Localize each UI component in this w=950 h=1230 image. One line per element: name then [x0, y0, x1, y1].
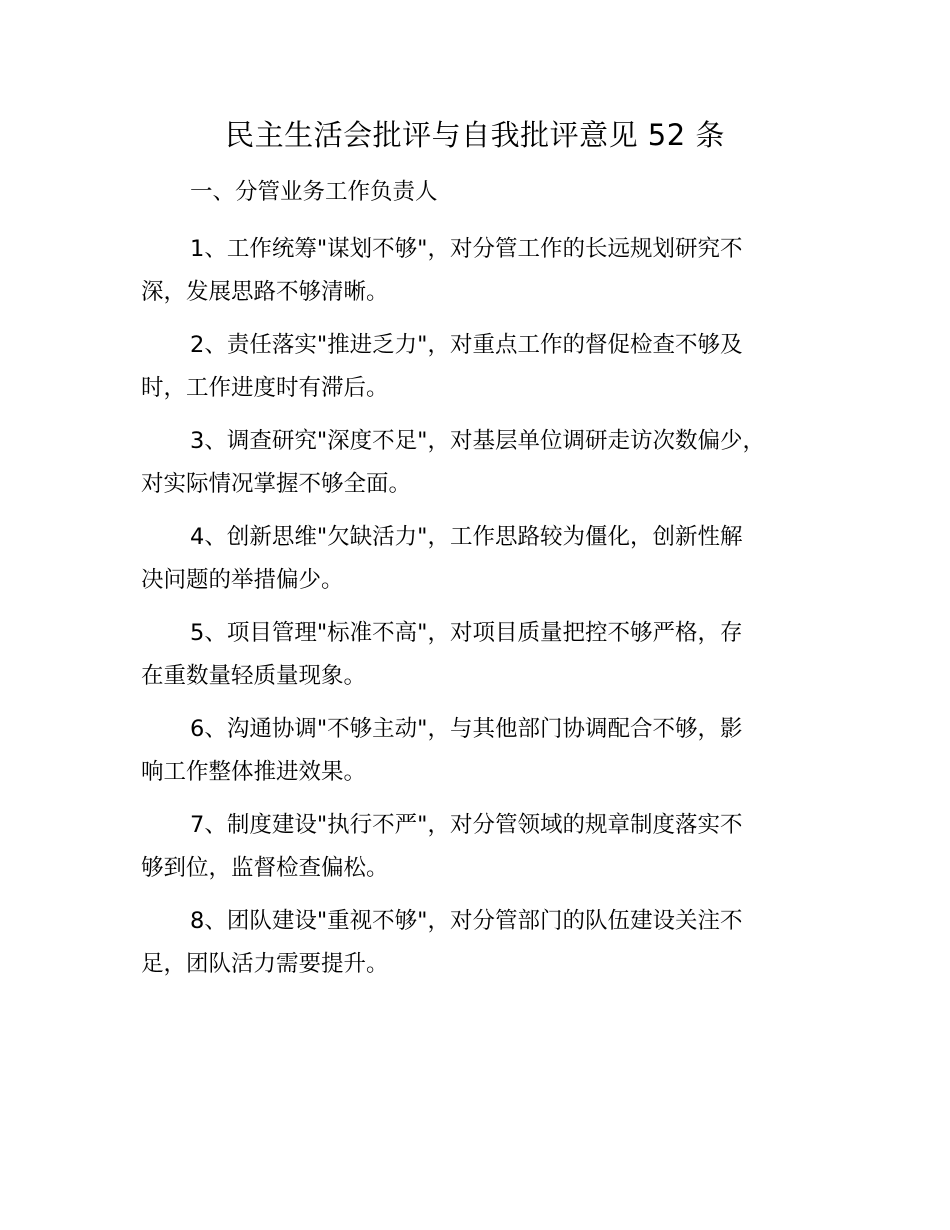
list-item: [141, 708, 841, 794]
list-item-line-1: 4、创新思维"欠缺活力"，工作思路较为僵化，创新性解: [190, 524, 743, 550]
list-item-line-2: 响工作整体推进效果。: [141, 759, 367, 785]
list-item-line-2: 在重数量轻质量现象。: [141, 663, 367, 689]
list-item: [141, 804, 841, 890]
list-item-line-1: 5、项目管理"标准不高"，对项目质量把控不够严格，存: [190, 620, 743, 646]
list-item-line-1: 8、团队建设"重视不够"，对分管部门的队伍建设关注不: [190, 908, 743, 934]
list-item: [141, 900, 841, 986]
list-item-line-1: 2、责任落实"推进乏力"，对重点工作的督促检查不够及: [190, 332, 743, 358]
section-heading: 一、分管业务工作负责人: [190, 179, 438, 205]
list-item-line-1: 7、制度建设"执行不严"，对分管领域的规章制度落实不: [190, 812, 743, 838]
list-item-line-2: 时，工作进度时有滞后。: [141, 375, 389, 401]
list-item: [141, 228, 841, 314]
list-item-line-2: 够到位，监督检查偏松。: [141, 855, 389, 881]
list-item-line-2: 对实际情况掌握不够全面。: [141, 471, 412, 497]
list-item-line-2: 深，发展思路不够清晰。: [141, 279, 389, 305]
list-item: [141, 516, 841, 602]
list-item-line-1: 3、调查研究"深度不足"，对基层单位调研走访次数偏少，: [190, 428, 766, 454]
list-item: [141, 612, 841, 698]
page-title: 民主生活会批评与自我批评意见 52 条: [225, 118, 725, 152]
criticism-list: [141, 228, 841, 996]
list-item: [141, 324, 841, 410]
list-item-line-2: 足，团队活力需要提升。: [141, 951, 389, 977]
list-item: [141, 420, 841, 506]
list-item-line-2: 决问题的举措偏少。: [141, 567, 344, 593]
list-item-line-1: 1、工作统筹"谋划不够"，对分管工作的长远规划研究不: [190, 236, 743, 262]
list-item-line-1: 6、沟通协调"不够主动"，与其他部门协调配合不够，影: [190, 716, 743, 742]
